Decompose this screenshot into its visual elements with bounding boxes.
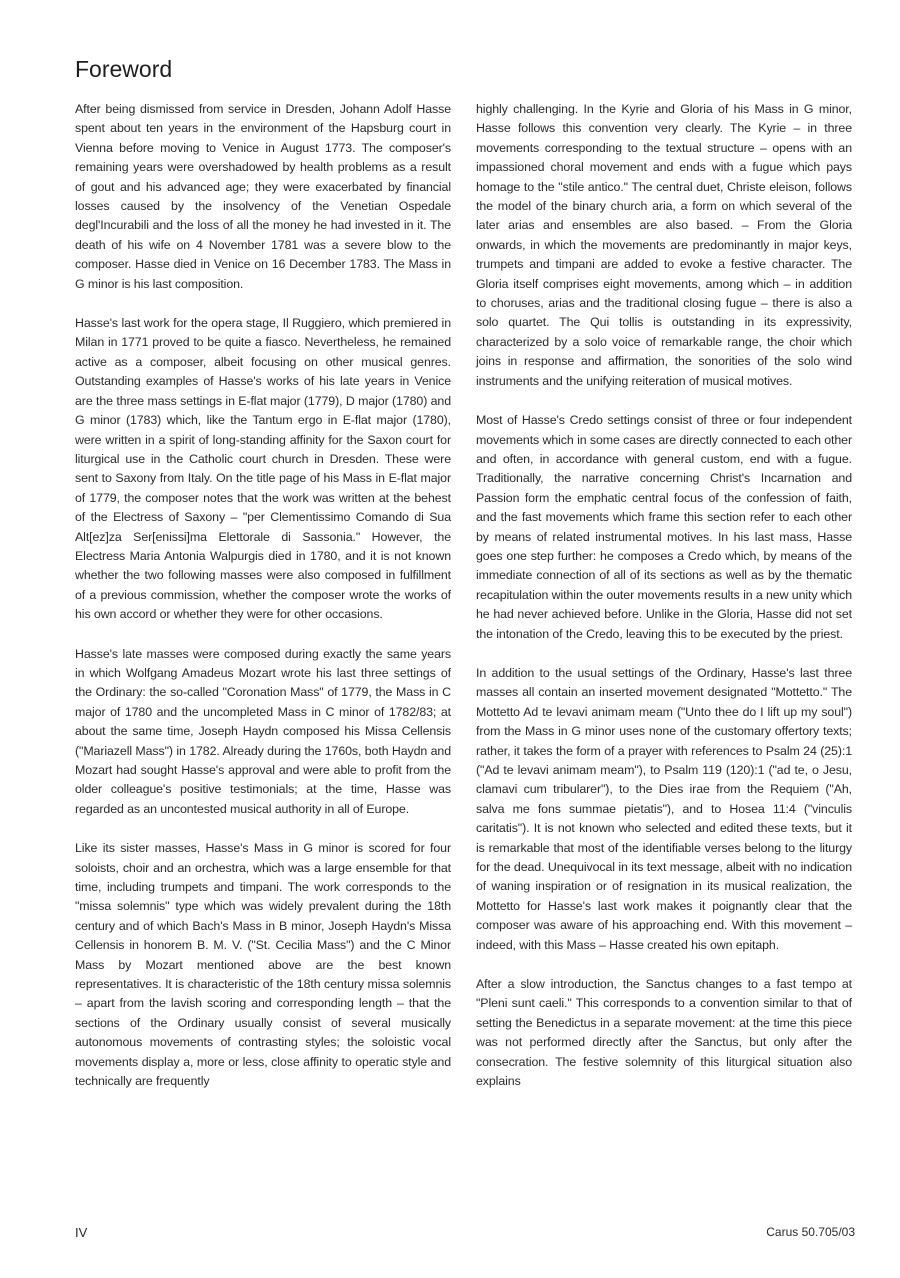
page-title: Foreword	[75, 56, 173, 82]
paragraph: After a slow introduction, the Sanctus changes to a fast tempo at "Pleni sunt caeli." This corresponds to a convention similar to that of setting the Benedictus in a separate movement: at the time this piece was not performed directly after the Sanctus, but only after the consecration. The festive solemnity of this liturgical situation also explains	[476, 977, 852, 1089]
page-number: IV	[75, 1225, 88, 1240]
paragraph: Hasse's last work for the opera stage, Il Ruggiero, which premiered in Milan in 1771 proved to be quite a fiasco. Nevertheless, he remained active as a composer, albeit focusing on other musical genres. Outstanding examples of Hasse's works of his late years in Venice are the three mass settings in E-flat major (1779), D major (1780) and G minor (1783) which, like the Tantum ergo in E-flat major (1780), were written in a spirit of long-standing affinity for the Saxon court for liturgical use in the Catholic court church in Dresden. These were sent to Saxony from Italy. On the title page of his Mass in E-flat major of 1779, the composer notes that the work was written at the behest of the Electress of Saxony – "per Clementissimo Comando di Sua Alt[ez]za Ser[enissi]ma Elettorale di Sassonia." However, the Electress Maria Antonia Walpurgis died in 1780, and it is not known whether the two following masses were also composed in fulfillment of a previous commission, whether the composer wrote the works of his own accord or whether they were for other occasions.	[75, 316, 451, 622]
catalog-number: Carus 50.705/03	[766, 1225, 855, 1239]
paragraph: highly challenging. In the Kyrie and Gloria of his Mass in G minor, Hasse follows this convention very clearly. The Kyrie – in three movements corresponding to the textual structure – opens with an impassioned choral movement and ends with a fugue which pays homage to the "stile antico." The central duet, Christe eleison, follows the model of the binary church aria, a form on which several of the later arias and ensembles are also based. – From the Gloria onwards, in which the movements are predominantly in major keys, trumpets and timpani are added to evoke a festive character. The Gloria itself comprises eight movements, among which – in addition to choruses, arias and the traditional closing fugue – there is also a solo quartet. The Qui tollis is outstanding in its expressivity, characterized by a solo voice of remarkable range, the choir which joins in response and affirmation, the sonorities of the solo wind instruments and the unifying reiteration of musical motives.	[476, 102, 852, 388]
paragraph: Most of Hasse's Credo settings consist of three or four independent movements which in some cases are directly connected to each other and often, in accordance with general custom, end with a fugue. Traditionally, the narrative concerning Christ's Incarnation and Passion form the emphatic central focus of the confession of faith, and the fast movements which frame this section refer to each other by means of related instrumental motives. In his last mass, Hasse goes one step further: he composes a Credo which, by means of the immediate connection of all of its sections as well as by the thematic recapitulation within the outer movements results in a new unity which he had never achieved before. Unlike in the Gloria, Hasse did not set the intonation of the Credo, leaving this to be executed by the priest.	[476, 413, 852, 641]
paragraph: Hasse's late masses were composed during exactly the same years in which Wolfgang Amadeus Mozart wrote his last three settings of the Ordinary: the so-called "Coronation Mass" of 1779, the Mass in C major of 1780 and the uncompleted Mass in C minor of 1782/83; at about the same time, Joseph Haydn composed his Missa Cellensis ("Mariazell Mass") in 1782. Already during the 1760s, both Haydn and Mozart had sought Hasse's approval and were able to profit from the older colleague's positive testimonials; at the time, Hasse was regarded as an uncontested musical authority in all of Europe.	[75, 646, 451, 816]
paragraph: In addition to the usual settings of the Ordinary, Hasse's last three masses all contain an inserted movement designated "Mottetto." The Mottetto Ad te levavi animam meam ("Unto thee do I lift up my soul") from the Mass in G minor uses none of the customary offertory texts; rather, it takes the form of a prayer with references to Psalm 24 (25):1 ("Ad te levavi animam meam"), to Psalm 119 (120):1 ("ad te, o Jesu, clamavi cum tribularer"), to the Dies irae from the Requiem ("Ah, salva me fons summae pietatis"), and to Hosea 11:4 ("vinculis caritatis"). It is not known who selected and edited these texts, but it is remarkable that most of the identifiable verses belong to the liturgy for the dead. Unequivocal in its text message, albeit with no indication of waning inspiration or of resignation in its musical realization, the Mottetto for Hasse's last work makes it poignantly clear that the composer was aware of his approaching end. With this movement – indeed, with this Mass – Hasse created his own epitaph.	[476, 665, 852, 952]
left-column	[75, 100, 451, 1112]
right-column	[476, 100, 852, 1112]
paragraph: Like its sister masses, Hasse's Mass in G minor is scored for four soloists, choir and an orchestra, which was a large ensemble for that time, including trumpets and timpani. The work corresponds to the "missa solemnis" type which was widely prevalent during the 18th century and of which Bach's Mass in B minor, Joseph Haydn's Missa Cellensis in honorem B. M. V. ("St. Cecilia Mass") and the C Minor Mass by Mozart mentioned above are the best known representatives. It is characteristic of the 18th century missa solemnis – apart from the lavish scoring and corresponding length – that the sections of the Ordinary usually consist of several musically autonomous movements of contrasting styles; the soloistic vocal movements display a, more or less, close affinity to operatic style and technically are frequently	[75, 841, 451, 1089]
paragraph: After being dismissed from service in Dresden, Johann Adolf Hasse spent about ten years in the environment of the Hapsburg court in Vienna before moving to Venice in August 1773. The composer's remaining years were overshadowed by health problems as a result of gout and his advanced age; they were exacerbated by financial losses caused by the insolvency of the Venetian Ospedale degl'Incurabili and the loss of all the money he had invested in it. The death of his wife on 4 November 1781 was a severe blow to the composer. Hasse died in Venice on 16 December 1783. The Mass in G minor is his last composition.	[75, 102, 451, 291]
